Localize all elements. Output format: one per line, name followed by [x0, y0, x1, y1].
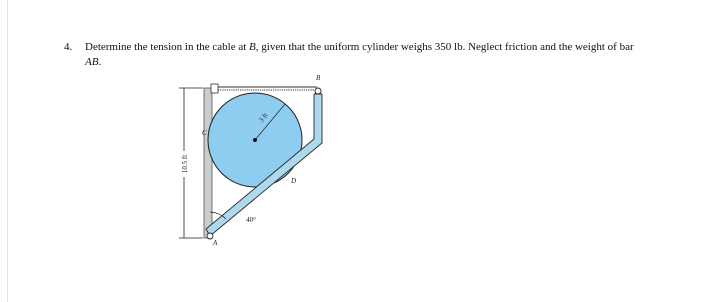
pin-b [315, 88, 321, 94]
height-dimension [179, 88, 203, 238]
problem-text-after-b: , given that the uniform cylinder weighs 350 lb. Neglect friction and the weight of bar [255, 41, 634, 53]
problem-text-before-b: Determine the tension in the cable at [85, 41, 250, 53]
bar-ab-period: . [98, 56, 102, 68]
point-b-reference: B [249, 41, 256, 53]
problem-number: 4. [64, 41, 73, 53]
bar-ab-reference: AB [85, 56, 99, 68]
wall-bracket [211, 84, 218, 93]
point-b-label: B [316, 74, 321, 82]
point-c-label: C [202, 129, 207, 137]
cylinder-center [253, 138, 257, 142]
angle-label: 40° [246, 216, 256, 224]
height-label: 10.5 ft [181, 154, 189, 174]
cable [211, 84, 317, 93]
point-d-label: D [291, 177, 297, 185]
radius-label: 3 ft [257, 111, 270, 124]
vertical-wall [204, 88, 212, 238]
point-a-label: A [213, 239, 218, 247]
